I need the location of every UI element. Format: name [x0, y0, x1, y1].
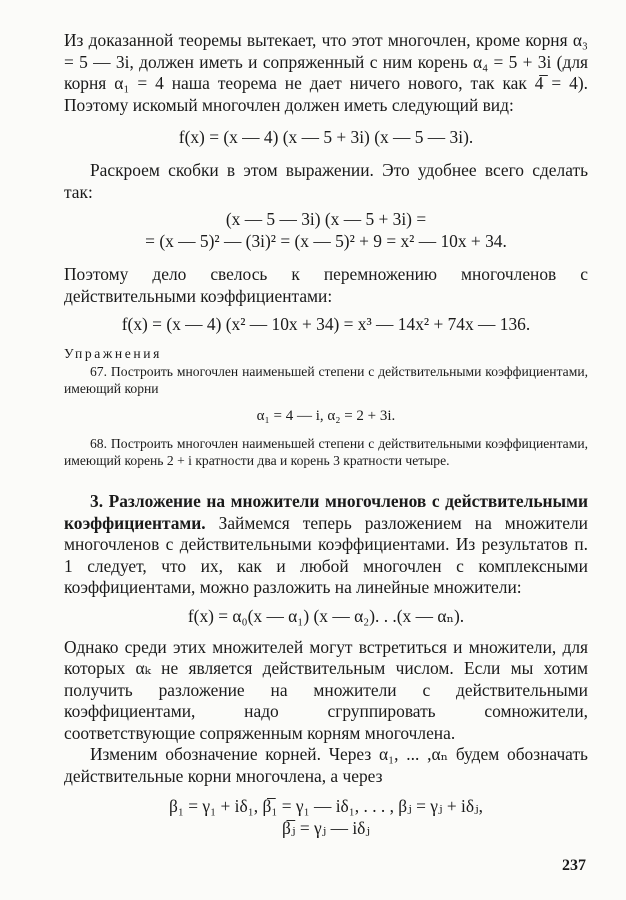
- paragraph-notation: Изменим обозначение корней. Через α₁, ... ,αₙ будем обозначать действительные корни многочлена, а через: [64, 744, 588, 786]
- formula-f-product: f(x) = (x — 4) (x — 5 + 3i) (x — 5 — 3i).: [178, 127, 474, 147]
- formula-expand-line1: (x — 5 — 3i) (x — 5 + 3i) =: [225, 209, 427, 229]
- page-content: [64, 30, 588, 839]
- section-3-paragraph: [64, 491, 588, 599]
- paragraph-real-multiplication: Поэтому дело свелось к перемножению многочленов с действительными коэффициентами:: [64, 264, 588, 306]
- paragraph-theorem-consequence: Из доказанной теоремы вытекает, что этот многочлен, кроме корня α₃ = 5 — 3i, должен иметь и сопряженный с ним корень α₄ = 5 + 3i (для корня α₁ = 4 наша теорема не дает ничего нового, так как 4̅ = 4). Поэтому искомый многочлен должен иметь следующий вид:: [64, 30, 588, 115]
- page-number: 237: [562, 857, 586, 874]
- formula-f-cubic: f(x) = (x — 4) (x² — 10x + 34) = x³ — 14x² + 74x — 136.: [121, 314, 531, 334]
- formula-linear-factorization: f(x) = α₀(x — α₁) (x — α₂). . .(x — αₙ).: [187, 605, 465, 626]
- paragraph-expand-brackets: Раскроем скобки в этом выражении. Это удобнее всего сделать так:: [64, 160, 588, 202]
- section-3-heading: 3. Разложение на множители многочленов с действительными коэффициентами.: [64, 491, 588, 533]
- exercises-heading: Упражнения: [64, 346, 163, 361]
- formula-beta-definitions: β₁ = γ₁ + iδ₁, β̅₁ = γ₁ — iδ₁, . . . , βⱼ = γⱼ + iδⱼ,: [169, 796, 483, 816]
- section-3-text: Займемся теперь разложением на множители многочленов с действительными коэффициентами. Из результатов п. 1 следует, что их, как и любой многочлен с комплексными коэффициентами, можно разложить на линейные множители:: [64, 512, 588, 597]
- formula-expand-line2: = (x — 5)² — (3i)² = (x — 5)² + 9 = x² — 10x + 34.: [145, 231, 507, 251]
- exercise-67: 67. Построить многочлен наименьшей степени с действительными коэффициентами, имеющий корни: [64, 364, 588, 396]
- paragraph-grouping: Однако среди этих множителей могут встретиться и множители, для которых αₖ не является действительным числом. Если мы хотим получить разложение на множители с действительными коэффициентами, надо сгруппировать сомножители, соответствующие сопряженным корням многочлена.: [64, 636, 588, 743]
- exercise-68: 68. Построить многочлен наименьшей степени с действительными коэффициентами, имеющий корень 2 + i кратности два и корень 3 кратности четыре.: [64, 436, 588, 468]
- exercise-67-roots: α₁ = 4 — i, α₂ = 2 + 3i.: [256, 408, 396, 424]
- formula-beta-conjugate: β̅ⱼ = γⱼ — iδⱼ: [282, 818, 370, 838]
